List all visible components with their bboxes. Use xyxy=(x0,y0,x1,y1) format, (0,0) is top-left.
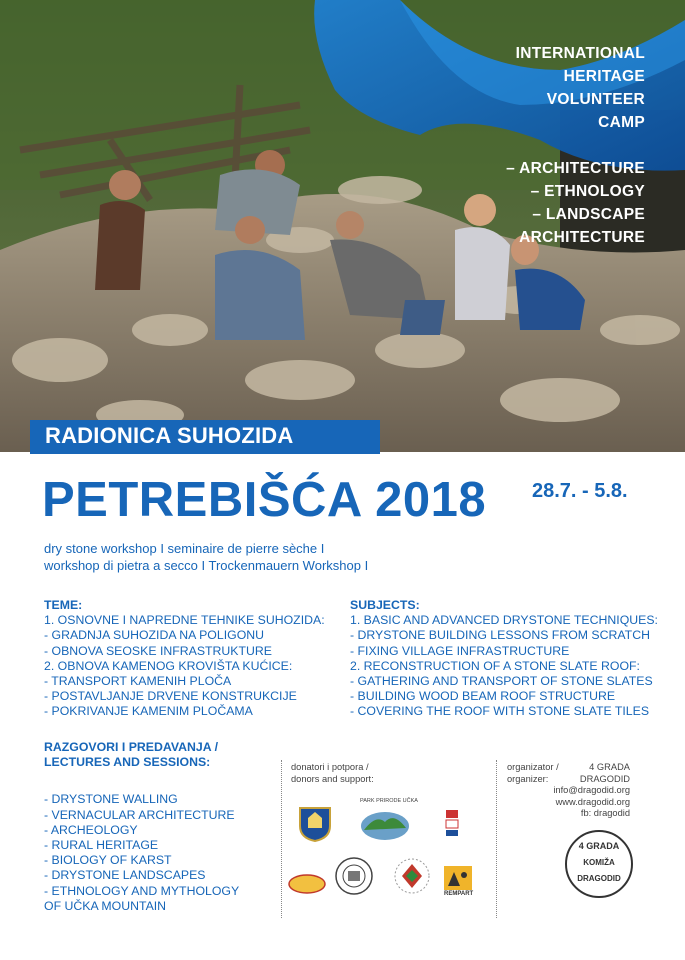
subjects-heading: SUBJECTS: xyxy=(350,598,420,612)
lecture-item: - VERNACULAR ARCHITECTURE xyxy=(44,807,235,822)
sponsor-oval-logo xyxy=(288,874,326,899)
subtitle-line: dry stone workshop I seminaire de pierre sèche I xyxy=(44,541,325,556)
organizer-label-line: organizer: xyxy=(507,773,549,784)
lecture-item: - RURAL HERITAGE xyxy=(44,838,159,853)
lecture-item: - ARCHEOLOGY xyxy=(44,822,138,837)
donors-label-line: donors and support: xyxy=(291,773,374,784)
subjects-section xyxy=(350,598,658,720)
donors-label-line: donatori i potpora / xyxy=(291,762,369,772)
teme-item: 1. OSNOVNE I NAPREDNE TEHNIKE SUHOZIDA: xyxy=(44,613,325,628)
lecture-item: - DRYSTONE LANDSCAPES xyxy=(44,868,206,883)
organizer-website[interactable]: www.dragodid.org xyxy=(555,796,630,807)
lectures-heading: LECTURES AND SESSIONS: xyxy=(44,755,211,770)
camp-topic-line: ARCHITECTURE xyxy=(519,229,645,246)
subtitle-line: workshop di pietra a secco I Trockenmauern Workshop I xyxy=(44,558,369,573)
camp-heading-line: VOLUNTEER xyxy=(546,91,645,108)
heritage-badge-logo xyxy=(392,856,432,903)
coat-of-arms-logo xyxy=(298,806,332,847)
teme-item: - POSTAVLJANJE DRVENE KONSTRUKCIJE xyxy=(44,689,297,704)
stamp-top-text: 4 GRADA xyxy=(578,841,620,851)
subjects-item: - COVERING THE ROOF WITH STONE SLATE TILES xyxy=(350,704,650,719)
teme-item: - TRANSPORT KAMENIH PLOČA xyxy=(44,674,232,689)
lecture-item: - ETHNOLOGY AND MYTHOLOGY xyxy=(44,883,240,898)
subjects-item: - GATHERING AND TRANSPORT OF STONE SLATES xyxy=(350,674,653,689)
organizer-details xyxy=(553,762,630,820)
organizer-name: 4 GRADA xyxy=(589,762,630,772)
camp-heading-line: INTERNATIONAL xyxy=(515,45,645,62)
lecture-item: OF UČKA MOUNTAIN xyxy=(44,898,167,913)
subjects-item: 2. RECONSTRUCTION OF A STONE SLATE ROOF: xyxy=(350,658,640,673)
lecture-item: - DRYSTONE WALLING xyxy=(44,792,178,807)
ucka-park-logo xyxy=(358,798,418,847)
lecture-item: - BIOLOGY OF KARST xyxy=(44,853,172,868)
stamp-middle-text: KOMIŽA xyxy=(583,858,615,867)
banner-text: RADIONICA SUHOZIDA xyxy=(45,423,294,448)
page-title: PETREBIŠĆA 2018 xyxy=(42,473,487,527)
teme-item: - OBNOVA SEOSKE INFRASTRUKTURE xyxy=(44,643,272,658)
ministry-logo xyxy=(444,808,462,843)
subjects-item: 1. BASIC AND ADVANCED DRYSTONE TECHNIQUES: xyxy=(350,613,658,628)
teme-item: - POKRIVANJE KAMENIM PLOČAMA xyxy=(44,704,253,719)
rempart-logo-text: REMPART xyxy=(444,891,474,897)
stamp-bottom-text: DRAGODID xyxy=(577,874,621,883)
subjects-item: - DRYSTONE BUILDING LESSONS FROM SCRATCH xyxy=(350,628,650,643)
organizer-label-line: organizator / xyxy=(507,762,559,772)
organizer-name: DRAGODID xyxy=(579,773,630,784)
divider xyxy=(496,760,497,918)
dragodid-stamp-logo xyxy=(565,830,633,898)
workshop-subtitle xyxy=(44,540,368,574)
camp-topic-line: – ETHNOLOGY xyxy=(530,183,645,200)
subjects-item: - BUILDING WOOD BEAM ROOF STRUCTURE xyxy=(350,689,616,704)
workshop-banner xyxy=(30,420,380,454)
lectures-heading: RAZGOVORI I PREDAVANJA / xyxy=(44,740,218,754)
divider xyxy=(281,760,282,918)
donors-label xyxy=(291,762,374,785)
event-dates: 28.7. - 5.8. xyxy=(532,480,628,502)
teme-item: - GRADNJA SUHOZIDA NA POLIGONU xyxy=(44,628,265,643)
teme-section xyxy=(44,598,325,720)
camp-heading xyxy=(506,42,645,249)
lectures-section xyxy=(44,740,239,914)
camp-heading-line: CAMP xyxy=(598,114,645,131)
camp-topic-line: – LANDSCAPE xyxy=(532,206,645,223)
teme-heading: TEME: xyxy=(44,598,83,612)
rempart-logo xyxy=(444,866,472,895)
teme-item: 2. OBNOVA KAMENOG KROVIŠTA KUĆICE: xyxy=(44,658,293,673)
camp-heading-line: HERITAGE xyxy=(563,68,645,85)
organizer-label xyxy=(507,762,559,785)
camp-topic-line: – ARCHITECTURE xyxy=(506,160,645,177)
subjects-item: - FIXING VILLAGE INFRASTRUCTURE xyxy=(350,643,570,658)
organizer-email[interactable]: info@dragodid.org xyxy=(553,785,630,795)
organizer-facebook: fb: dragodid xyxy=(580,808,630,818)
university-seal-logo xyxy=(334,856,374,901)
ucka-park-logo-text: PARK PRIRODE UČKA xyxy=(360,798,418,804)
